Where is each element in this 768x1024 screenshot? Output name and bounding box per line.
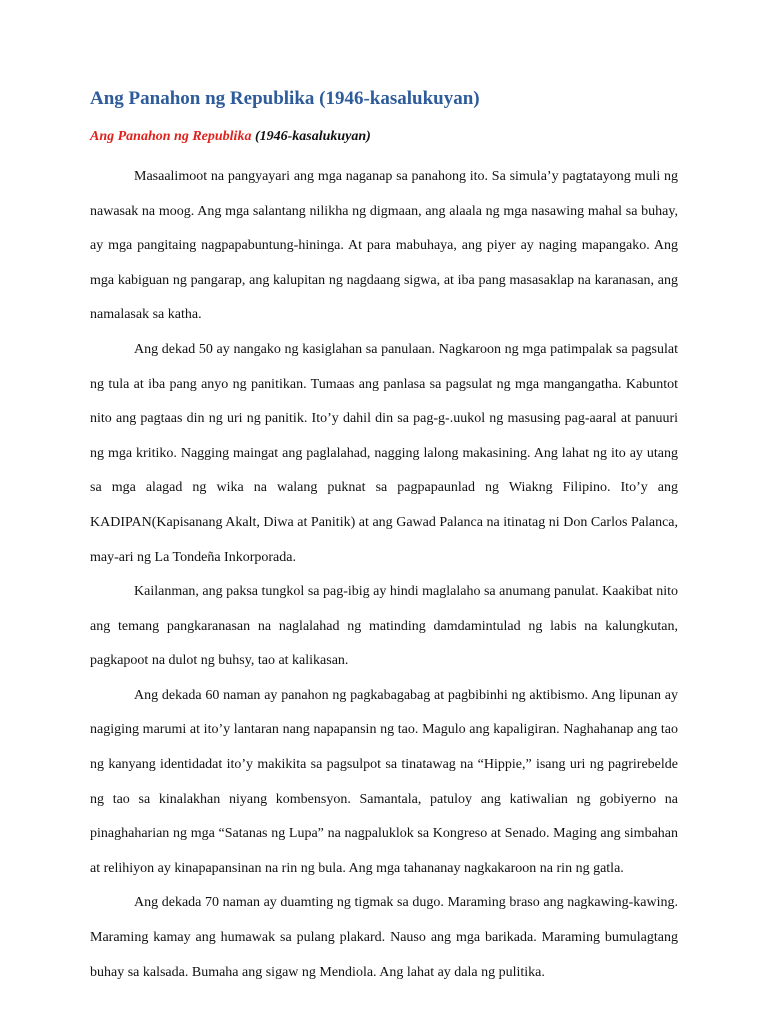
subtitle-date-range: (1946-kasalukuyan) bbox=[251, 128, 371, 144]
paragraph-4: Ang dekada 60 naman ay panahon ng pagkabagabag at pagbibinhi ng aktibismo. Ang lipunan ay nagiging marumi at ito’y lantaran nang napapansin ng tao. Magulo ang kapaligiran. Naghahanap ang tao ng kanyang identidadat ito’y makikita sa pagsulpot sa tinatawag na “Hippie,” isang uri ng pagrirebelde ng tao sa kinalakhan niyang kombensyon. Samantala, patuloy ang katiwalian ng gobiyerno na pinaghaharian ng mga “Satanas ng Lupa” na nagpaluklok sa Kongreso at Senado. Maging ang simbahan at relihiyon ay kinapapansinan na rin ng bula. Ang mga tahananay nagkakaroon na rin ng gatla. bbox=[90, 687, 678, 876]
paragraph-1: Masaalimoot na pangyayari ang mga naganap sa panahong ito. Sa simula’y pagtatayong muli ng nawasak na moog. Ang mga salantang nilikha ng digmaan, ang alaala ng mga nasawing mahal sa buhay, ay mga pangitaing nagpapabuntung-hininga. At para mabuhaya, ang piyer ay naging mapangako. Ang mga kabiguan ng pangarap, ang kalupitan ng nagdaang sigwa, at iba pang masasaklap na karanasan, ang namalasak sa katha. bbox=[90, 168, 678, 323]
subtitle-red-part: Ang Panahon ng Republika bbox=[90, 128, 252, 144]
document-subtitle bbox=[90, 128, 678, 146]
paragraph-2: Ang dekad 50 ay nangako ng kasiglahan sa panulaan. Nagkaroon ng mga patimpalak sa pagsulat ng tula at iba pang anyo ng panitikan. Tumaas ang panlasa sa pagsulat ng mga mangangatha. Kabuntot nito ang pagtaas din ng uri ng panitik. Ito’y dahil din sa pag-g-.uukol ng masusing pag-aaral at panuuri ng mga kritiko. Nagging maingat ang paglalahad, nagging lalong makasining. Ang lahat ng ito ay utang sa mga alagad ng wika na walang puknat sa pagpapaunlad ng Wiakng Filipino. Ito’y ang KADIPAN(Kapisanang Akalt, Diwa at Panitik) at ang Gawad Palanca na itinatag ni Don Carlos Palanca, may-ari ng La Tondeña Inkorporada. bbox=[90, 341, 678, 565]
document-title: Ang Panahon ng Republika (1946-kasalukuyan) bbox=[90, 88, 480, 109]
paragraph-3: Kailanman, ang paksa tungkol sa pag-ibig ay hindi maglalaho sa anumang panulat. Kaakibat nito ang temang pangkaranasan na naglalahad ng matinding damdamintulad ng labis na kalungkutan, pagkapoot na dulot ng buhsy, tao at kalikasan. bbox=[90, 584, 678, 669]
paragraph-5: Ang dekada 70 naman ay duamting ng tigmak sa dugo. Maraming braso ang nagkawing-kawing. Maraming kamay ang humawak sa pulang plakard. Nauso ang mga barikada. Maraming bumulagtang buhay sa kalsada. Bumaha ang sigaw ng Mendiola. Ang lahat ay dala ng pulitika. bbox=[90, 895, 678, 980]
document-page bbox=[90, 88, 678, 990]
